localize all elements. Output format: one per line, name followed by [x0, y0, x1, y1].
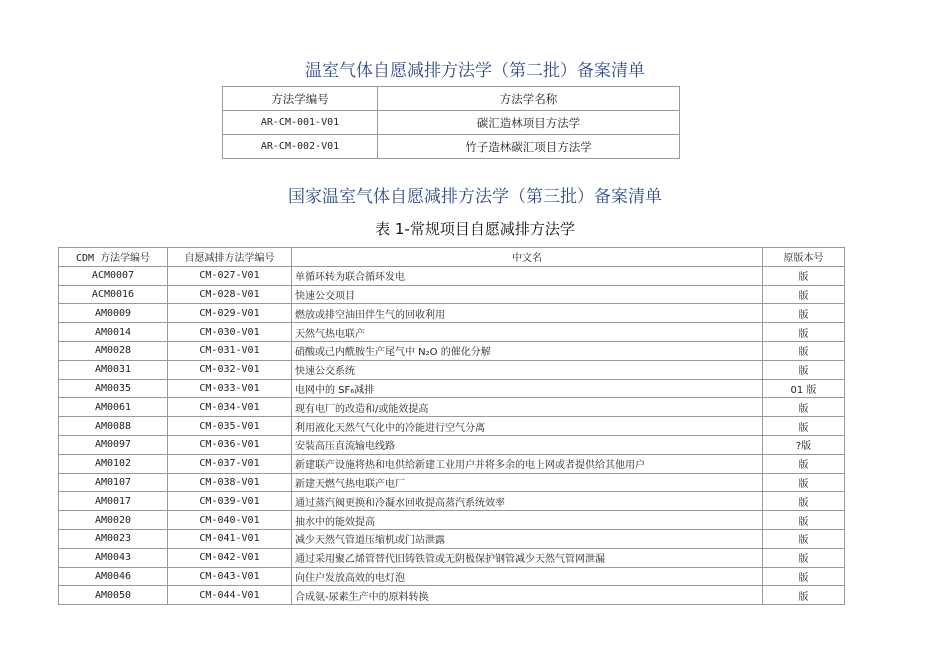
table-row — [59, 492, 845, 511]
chinese-name: 利用液化天然气气化中的冷能进行空气分离 — [292, 417, 763, 436]
version: 版 — [763, 492, 845, 511]
cdm-code: AM0102 — [59, 454, 168, 473]
table-row — [59, 567, 845, 586]
table-row — [59, 379, 845, 398]
chinese-name: 燃放或排空油田伴生气的回收利用 — [292, 304, 763, 323]
cdm-code: AM0050 — [59, 586, 168, 605]
ccer-code: CM-038-V01 — [168, 473, 292, 492]
ccer-code: CM-031-V01 — [168, 341, 292, 360]
ccer-code: CM-028-V01 — [168, 285, 292, 304]
page-title-batch3: 国家温室气体自愿减排方法学（第三批）备案清单 — [288, 187, 662, 207]
header-cell: 方法学编号 — [223, 87, 378, 111]
version: 01 版 — [763, 379, 845, 398]
version: 版 — [763, 323, 845, 342]
cdm-code: AM0097 — [59, 435, 168, 454]
methodology-code: AR-CM-001-V01 — [223, 111, 378, 135]
ccer-code: CM-032-V01 — [168, 360, 292, 379]
version: 版 — [763, 529, 845, 548]
version: 版 — [763, 304, 845, 323]
chinese-name: 合成氨-尿素生产中的原料转换 — [292, 586, 763, 605]
header-cell: CDM 方法学编号 — [59, 248, 168, 267]
ccer-code: CM-029-V01 — [168, 304, 292, 323]
table-row — [59, 529, 845, 548]
methodology-name: 碳汇造林项目方法学 — [378, 111, 680, 135]
methodology-table-batch3 — [58, 247, 845, 605]
header-cell: 自愿减排方法学编号 — [168, 248, 292, 267]
cdm-code: AM0035 — [59, 379, 168, 398]
chinese-name: 新建天燃气热电联产电厂 — [292, 473, 763, 492]
cdm-code: ACM0007 — [59, 266, 168, 285]
table-row — [59, 586, 845, 605]
version: 版 — [763, 360, 845, 379]
chinese-name: 安装高压直流输电线路 — [292, 435, 763, 454]
cdm-code: ACM0016 — [59, 285, 168, 304]
cdm-code: AM0043 — [59, 548, 168, 567]
table-row — [59, 417, 845, 436]
chinese-name: 电网中的 SF₆减排 — [292, 379, 763, 398]
ccer-code: CM-027-V01 — [168, 266, 292, 285]
cdm-code: AM0009 — [59, 304, 168, 323]
version: 版 — [763, 511, 845, 530]
cdm-code: AM0020 — [59, 511, 168, 530]
chinese-name: 通过采用聚乙烯管替代旧铸铁管或无阴极保护钢管减少天然气管网泄漏 — [292, 548, 763, 567]
table-row — [59, 285, 845, 304]
table-row — [59, 473, 845, 492]
version: ?版 — [763, 435, 845, 454]
chinese-name: 快速公交项目 — [292, 285, 763, 304]
ccer-code: CM-039-V01 — [168, 492, 292, 511]
table-row — [59, 360, 845, 379]
chinese-name: 通过蒸汽阀更换和冷凝水回收提高蒸汽系统效率 — [292, 492, 763, 511]
ccer-code: CM-044-V01 — [168, 586, 292, 605]
table-caption: 表 1-常规项目自愿减排方法学 — [375, 220, 575, 238]
version: 版 — [763, 586, 845, 605]
version: 版 — [763, 454, 845, 473]
table-row — [223, 135, 680, 159]
table-row — [59, 435, 845, 454]
cdm-code: AM0088 — [59, 417, 168, 436]
table-header-row — [223, 87, 680, 111]
ccer-code: CM-037-V01 — [168, 454, 292, 473]
ccer-code: CM-043-V01 — [168, 567, 292, 586]
ccer-code: CM-040-V01 — [168, 511, 292, 530]
ccer-code: CM-033-V01 — [168, 379, 292, 398]
chinese-name: 硝酸或己内酰胺生产尾气中 N₂O 的催化分解 — [292, 341, 763, 360]
version: 版 — [763, 567, 845, 586]
chinese-name: 减少天然气管道压缩机或门站泄露 — [292, 529, 763, 548]
table-row — [59, 266, 845, 285]
table-row — [59, 454, 845, 473]
methodology-name: 竹子造林碳汇项目方法学 — [378, 135, 680, 159]
cdm-code: AM0028 — [59, 341, 168, 360]
ccer-code: CM-036-V01 — [168, 435, 292, 454]
chinese-name: 天然气热电联产 — [292, 323, 763, 342]
chinese-name: 新建联产设施将热和电供给新建工业用户并将多余的电上网或者提供给其他用户 — [292, 454, 763, 473]
cdm-code: AM0031 — [59, 360, 168, 379]
header-cell: 方法学名称 — [378, 87, 680, 111]
table-row — [59, 398, 845, 417]
cdm-code: AM0046 — [59, 567, 168, 586]
version: 版 — [763, 341, 845, 360]
table-row — [59, 511, 845, 530]
ccer-code: CM-035-V01 — [168, 417, 292, 436]
chinese-name: 抽水中的能效提高 — [292, 511, 763, 530]
chinese-name: 现有电厂的改造和/或能效提高 — [292, 398, 763, 417]
chinese-name: 快速公交系统 — [292, 360, 763, 379]
chinese-name: 向住户发放高效的电灯泡 — [292, 567, 763, 586]
methodology-table-batch2 — [222, 86, 680, 159]
header-cell: 中文名 — [292, 248, 763, 267]
page-title-batch2: 温室气体自愿减排方法学（第二批）备案清单 — [305, 61, 645, 81]
table-row — [59, 548, 845, 567]
cdm-code: AM0107 — [59, 473, 168, 492]
ccer-code: CM-041-V01 — [168, 529, 292, 548]
cdm-code: AM0017 — [59, 492, 168, 511]
cdm-code: AM0061 — [59, 398, 168, 417]
table-row — [223, 111, 680, 135]
version: 版 — [763, 473, 845, 492]
cdm-code: AM0014 — [59, 323, 168, 342]
version: 版 — [763, 548, 845, 567]
table-row — [59, 304, 845, 323]
ccer-code: CM-030-V01 — [168, 323, 292, 342]
version: 版 — [763, 285, 845, 304]
methodology-code: AR-CM-002-V01 — [223, 135, 378, 159]
table-header-row — [59, 248, 845, 267]
table-row — [59, 341, 845, 360]
ccer-code: CM-034-V01 — [168, 398, 292, 417]
header-cell: 原版本号 — [763, 248, 845, 267]
version: 版 — [763, 417, 845, 436]
table-row — [59, 323, 845, 342]
version: 版 — [763, 398, 845, 417]
cdm-code: AM0023 — [59, 529, 168, 548]
ccer-code: CM-042-V01 — [168, 548, 292, 567]
chinese-name: 单循环转为联合循环发电 — [292, 266, 763, 285]
version: 版 — [763, 266, 845, 285]
